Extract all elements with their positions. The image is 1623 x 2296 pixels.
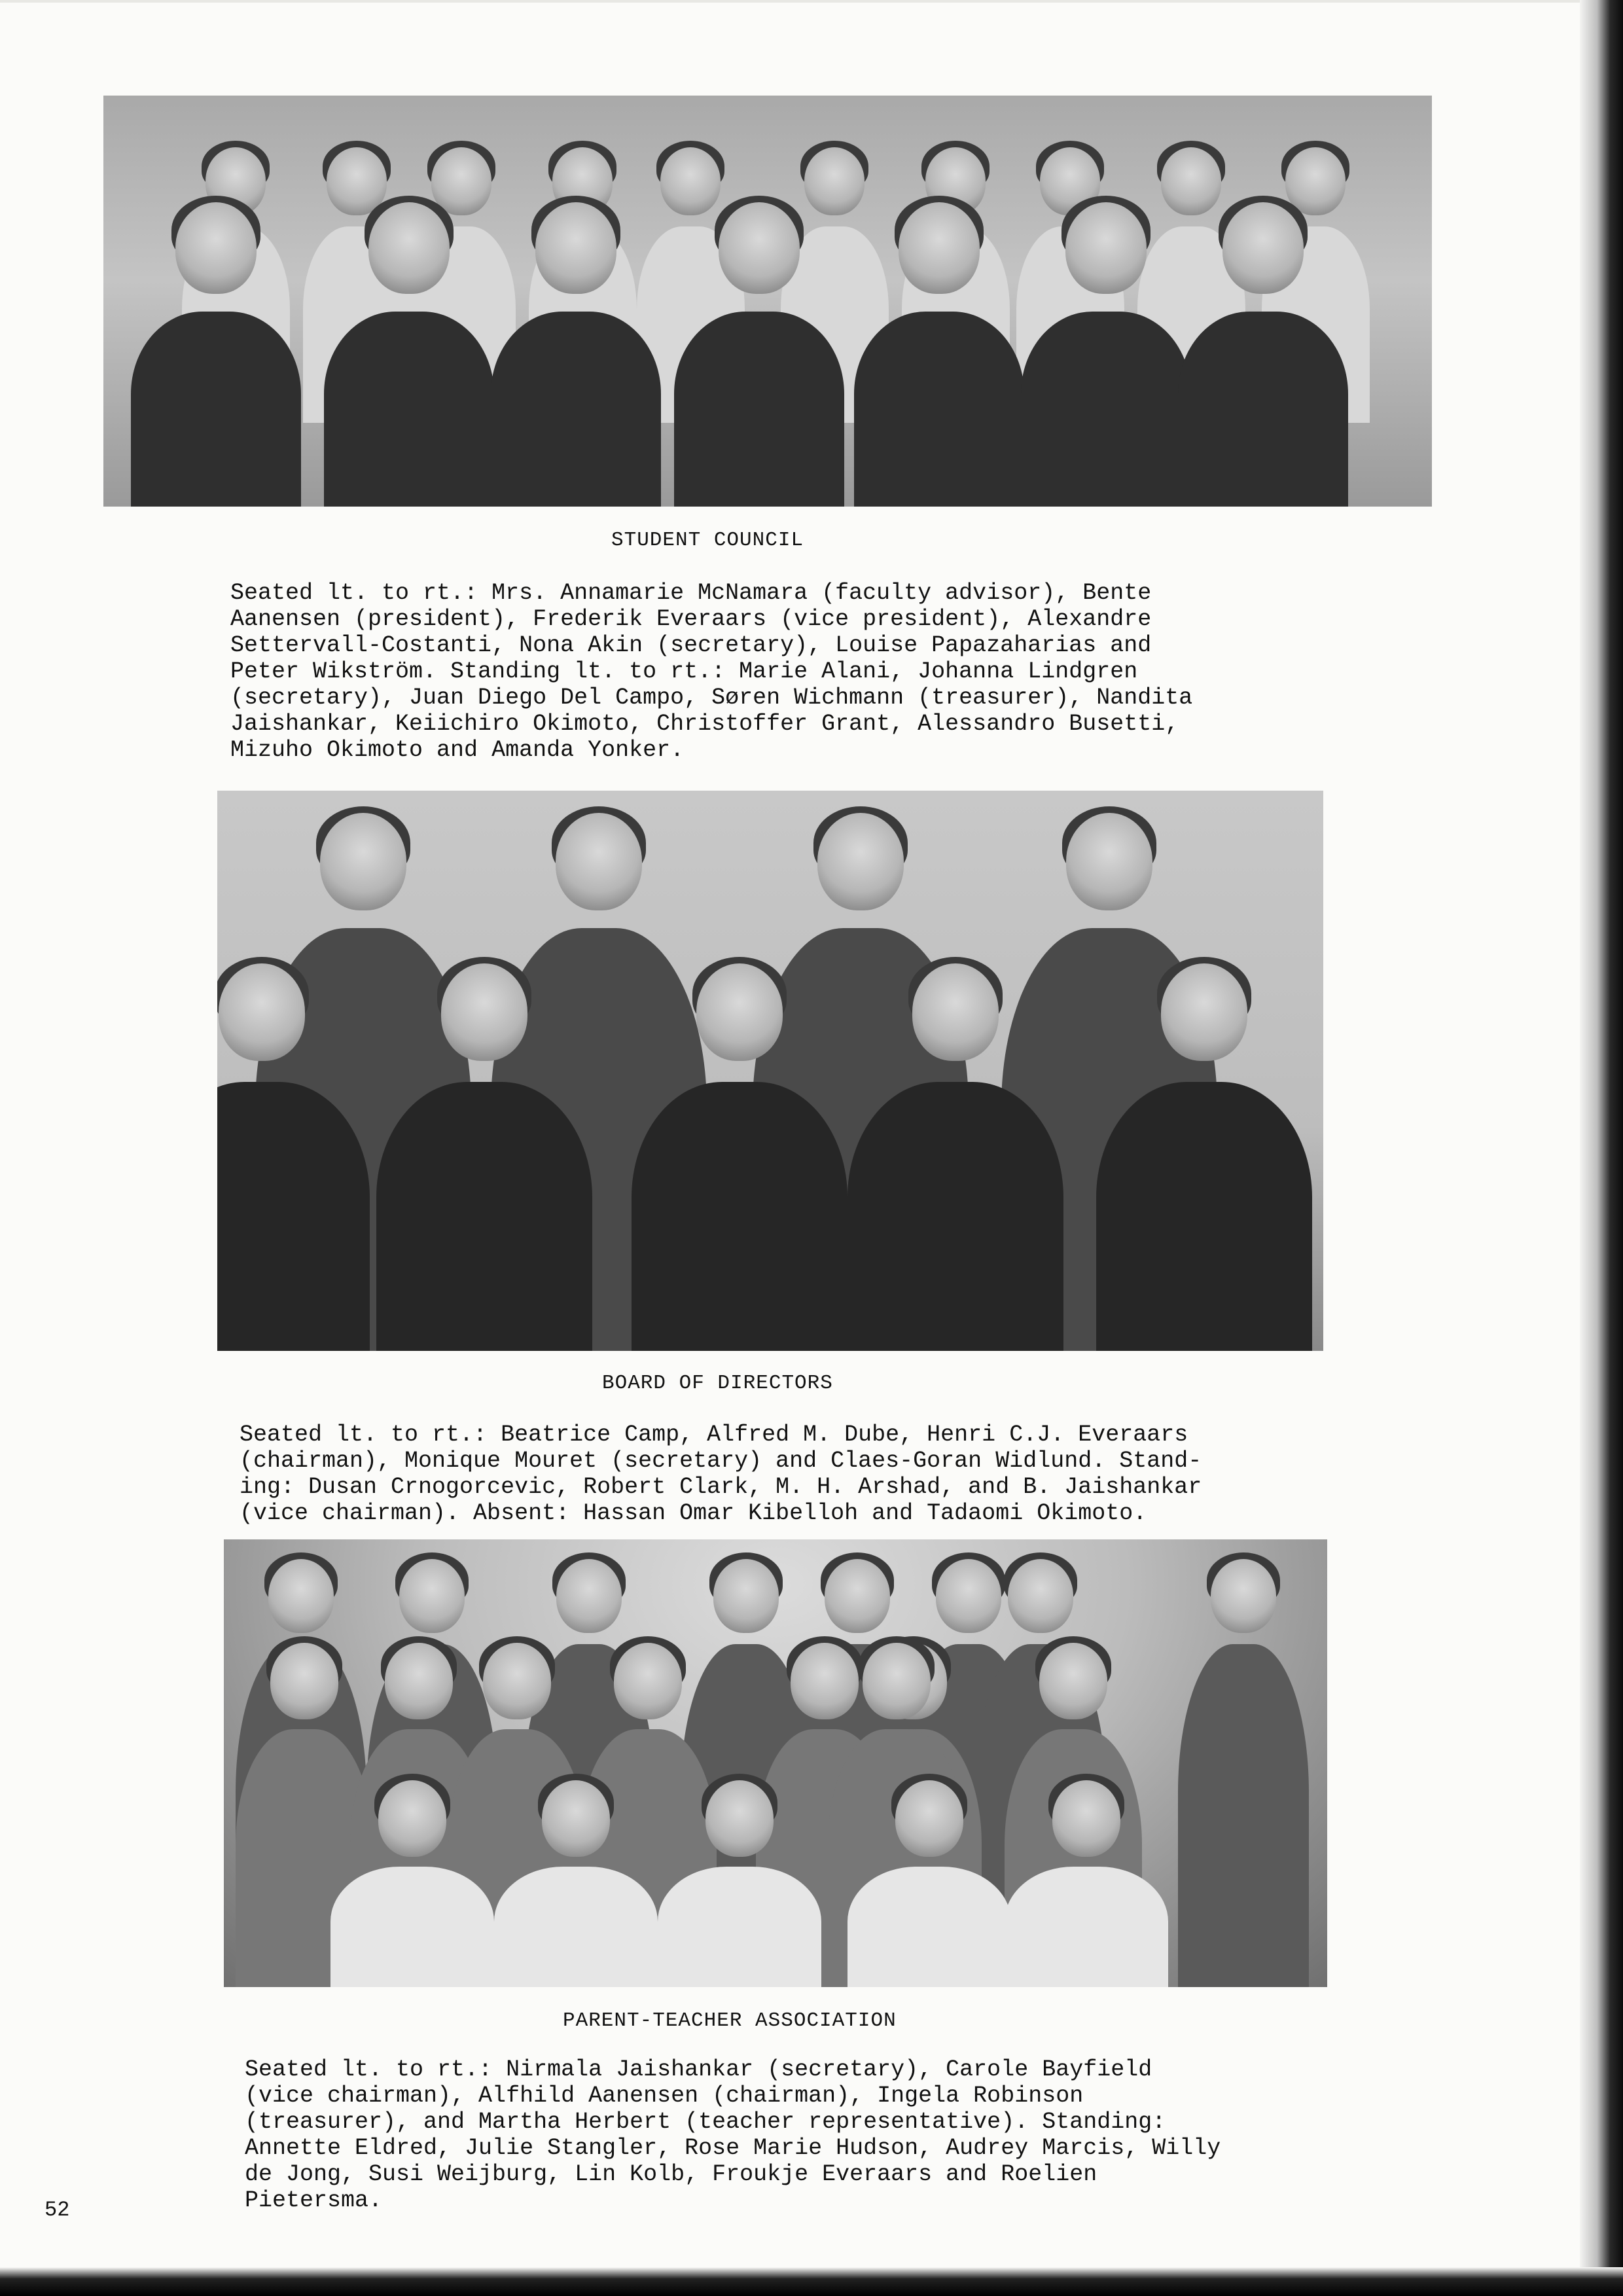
board-of-directors-title: BOARD OF DIRECTORS	[602, 1372, 833, 1395]
person-face	[912, 963, 999, 1061]
person-torso	[324, 312, 494, 507]
person-face	[825, 1559, 890, 1633]
person-face	[378, 1780, 446, 1857]
student-council-title: STUDENT COUNCIL	[611, 529, 804, 552]
person-face	[1052, 1780, 1120, 1857]
person-face	[219, 963, 305, 1061]
person-face	[804, 147, 865, 215]
person-face	[1066, 813, 1152, 910]
person-face	[895, 1780, 963, 1857]
person-face	[660, 147, 721, 215]
person-face	[268, 1559, 334, 1633]
parent-teacher-association-caption: Seated lt. to rt.: Nirmala Jaishankar (secretary), Carole Bayfield (vice chairman), Alfhild Aanensen (chairman), Ingela Robinson (treasurer), and Martha Herbert (teacher representative). Standing: Annette Eldred, Julie Stangler, Rose Marie Hudson, Audrey Marcis, Willy de Jong, Susi Weijburg, Lin Kolb, Froukje Everaars and Roelien Pietersma.	[245, 2056, 1221, 2214]
page-top-edge	[0, 0, 1623, 3]
person-face	[535, 202, 616, 294]
person-face	[270, 1643, 338, 1719]
person-face	[936, 1559, 1001, 1633]
student-council-caption: Seated lt. to rt.: Mrs. Annamarie McNamara (faculty advisor), Bente Aanensen (president), Frederik Everaars (vice president), Alexandre Settervall-Costanti, Nona Akin (secretary), Louise Papazaharias and Peter Wikström. Standing lt. to rt.: Marie Alani, Johanna Lindgren (secretary), Juan Diego Del Campo, Søren Wichmann (treasurer), Nandita Jaishankar, Keiichiro Okimoto, Christoffer Grant, Alessandro Busetti, Mizuho Okimoto and Amanda Yonker.	[230, 580, 1193, 763]
person-face	[705, 1780, 774, 1857]
person-torso	[674, 312, 844, 507]
person-face	[542, 1780, 610, 1857]
person-face	[441, 963, 527, 1061]
person-torso	[1096, 1082, 1312, 1351]
person-face	[899, 202, 980, 294]
person-face	[368, 202, 450, 294]
person-torso	[847, 1082, 1063, 1351]
person-face	[1211, 1559, 1276, 1633]
parent-teacher-association-photo	[224, 1539, 1327, 1987]
person-torso	[658, 1867, 821, 1987]
person-face	[556, 1559, 622, 1633]
person-face	[696, 963, 783, 1061]
person-torso	[1021, 312, 1191, 507]
person-torso	[1178, 312, 1348, 507]
person-torso	[330, 1867, 494, 1987]
person-torso	[854, 312, 1024, 507]
person-face	[1161, 963, 1247, 1061]
page-bottom-edge	[0, 2267, 1623, 2296]
person-face	[1008, 1559, 1073, 1633]
student-council-photo	[103, 96, 1432, 507]
person-face	[483, 1643, 551, 1719]
person-face	[320, 813, 406, 910]
person-torso	[131, 312, 301, 507]
person-face	[1161, 147, 1221, 215]
parent-teacher-association-title: PARENT-TEACHER ASSOCIATION	[563, 2009, 897, 2032]
person-face	[817, 813, 904, 910]
person-torso	[847, 1867, 1011, 1987]
page-number: 52	[45, 2198, 70, 2222]
person-face	[399, 1559, 465, 1633]
person-face	[175, 202, 257, 294]
person-face	[1039, 1643, 1107, 1719]
person-face	[556, 813, 642, 910]
person-face	[713, 1559, 779, 1633]
board-of-directors-caption: Seated lt. to rt.: Beatrice Camp, Alfred M. Dube, Henri C.J. Everaars (chairman), Monique Mouret (secretary) and Claes-Goran Widlund. Stand- ing: Dusan Crnogorcevic, Robert Clark, M. H. Arshad, and B. Jaishankar (vice chairman). Absent: Hassan Omar Kibelloh and Tadaomi Okimoto.	[240, 1422, 1202, 1526]
person-torso	[1005, 1867, 1168, 1987]
person-face	[1065, 202, 1147, 294]
person-face	[719, 202, 800, 294]
person-face	[1222, 202, 1304, 294]
person-torso	[1178, 1644, 1309, 1987]
board-of-directors-photo	[217, 791, 1323, 1351]
person-torso	[494, 1867, 658, 1987]
person-torso	[376, 1082, 592, 1351]
person-face	[791, 1643, 859, 1719]
person-torso	[217, 1082, 370, 1351]
person-face	[863, 1643, 931, 1719]
person-torso	[491, 312, 661, 507]
person-face	[385, 1643, 453, 1719]
person-face	[1285, 147, 1346, 215]
book-spine-edge	[1580, 0, 1623, 2296]
person-face	[431, 147, 491, 215]
person-torso	[632, 1082, 847, 1351]
person-face	[614, 1643, 682, 1719]
